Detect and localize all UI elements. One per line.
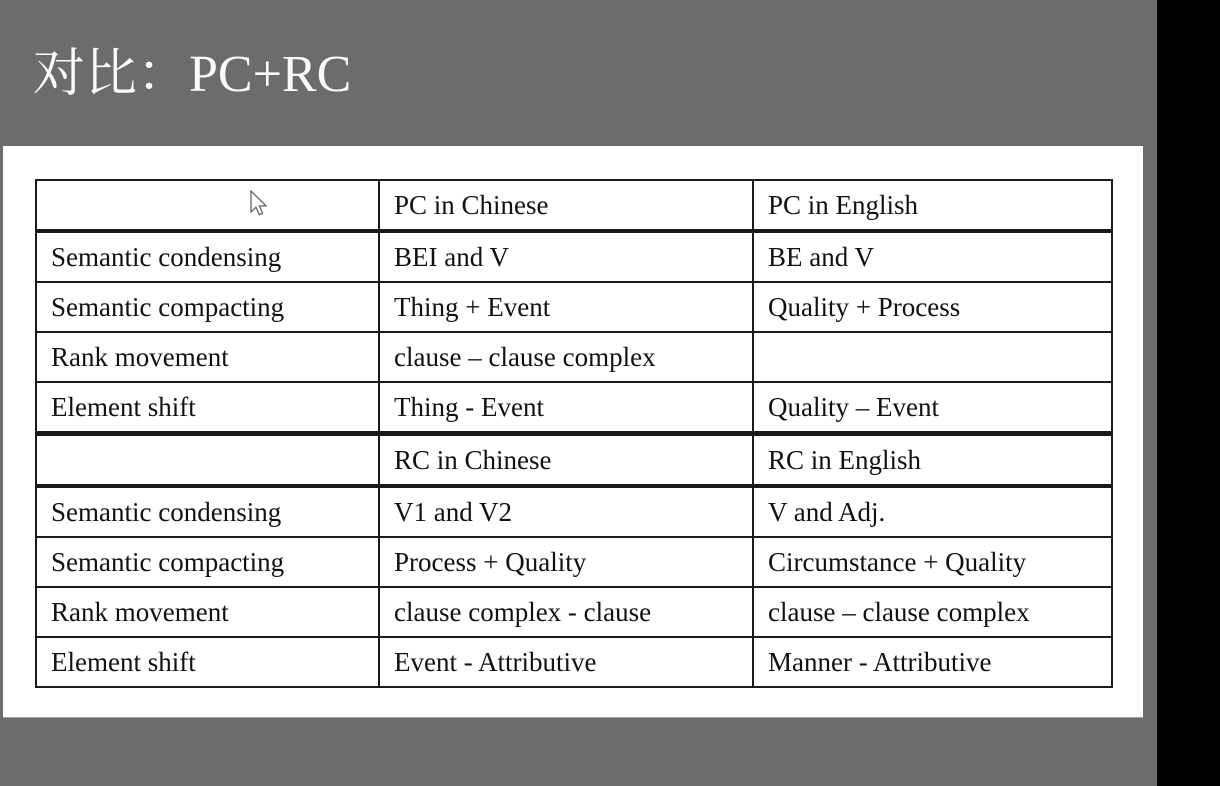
table-cell: Rank movement: [36, 587, 379, 637]
table-cell: V1 and V2: [379, 486, 753, 537]
table-row: [36, 486, 1112, 537]
table-cell: clause complex - clause: [379, 587, 753, 637]
table-cell: Semantic compacting: [36, 282, 379, 332]
table-cell: Semantic condensing: [36, 486, 379, 537]
table-cell: Element shift: [36, 637, 379, 687]
slide-title: 对比：PC+RC: [33, 45, 352, 103]
table-cell: Semantic compacting: [36, 537, 379, 587]
table-row: [36, 587, 1112, 637]
table-header-row: [36, 434, 1112, 487]
table-cell: Quality – Event: [753, 382, 1112, 434]
table-cell: clause – clause complex: [379, 332, 753, 382]
table-cell: BE and V: [753, 231, 1112, 282]
table-header-cell: PC in Chinese: [379, 180, 753, 231]
slide-content-panel: [3, 146, 1143, 717]
table-header-cell: RC in English: [753, 434, 1112, 487]
table-cell: Event - Attributive: [379, 637, 753, 687]
table-cell: Circumstance + Quality: [753, 537, 1112, 587]
table-cell: Semantic condensing: [36, 231, 379, 282]
table-header-cell: [36, 434, 379, 487]
table-cell: Rank movement: [36, 332, 379, 382]
table-cell: BEI and V: [379, 231, 753, 282]
table-cell: Thing - Event: [379, 382, 753, 434]
table-row: [36, 537, 1112, 587]
table-header-cell: [36, 180, 379, 231]
table-cell: Element shift: [36, 382, 379, 434]
comparison-table-body: [36, 180, 1112, 687]
table-header-cell: PC in English: [753, 180, 1112, 231]
table-cell: [753, 332, 1112, 382]
table-cell: V and Adj.: [753, 486, 1112, 537]
table-header-row: [36, 180, 1112, 231]
table-row: [36, 332, 1112, 382]
table-cell: Thing + Event: [379, 282, 753, 332]
table-cell: Process + Quality: [379, 537, 753, 587]
table-row: [36, 231, 1112, 282]
comparison-table: [35, 179, 1113, 688]
table-cell: Manner - Attributive: [753, 637, 1112, 687]
table-row: [36, 637, 1112, 687]
table-cell: clause – clause complex: [753, 587, 1112, 637]
table-row: [36, 382, 1112, 434]
right-edge-black-strip: [1157, 0, 1220, 786]
table-header-cell: RC in Chinese: [379, 434, 753, 487]
table-row: [36, 282, 1112, 332]
table-cell: Quality + Process: [753, 282, 1112, 332]
